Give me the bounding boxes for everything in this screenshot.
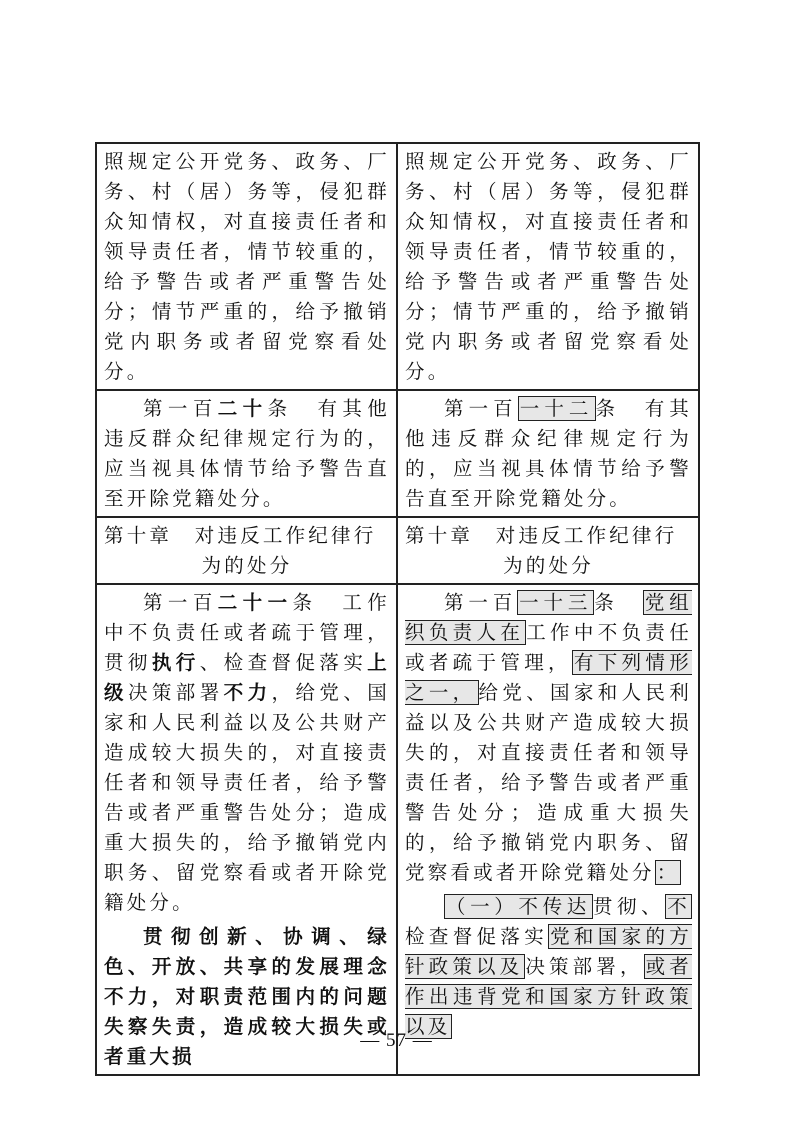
highlighted-text: （一）不传达 [446, 895, 591, 918]
bold-text: 不力 [223, 681, 272, 704]
row4-right [397, 584, 699, 1075]
highlighted-text: 一十三 [519, 591, 593, 614]
row3-right [397, 517, 699, 584]
page-number: — 57 — [360, 1030, 433, 1051]
bold-paragraph: 贯彻创新、协调、绿色、开放、共享的发展理念不力，对职责范围内的问题失察失责，造成较大损失或者重大损 [104, 925, 390, 1068]
cell-text: 给党、国家和人民利益以及公共财产造成较大损失的，对直接责任者和领导责任者，给予警告或者严重警告处分；造成重大损失的，给予撤销党内职务、留党察看或者开除党籍处分 [405, 681, 692, 884]
cell-text: 贯彻、 [592, 895, 666, 918]
row1-right [397, 143, 699, 390]
cell-text: 照规定公开党务、政务、厂务、村（居）务等，侵犯群众知情权，对直接责任者和领导责任者，情节较重的，给予警告或者严重警告处分；情节严重的，给予撤销党内职务或者留党察看处分。 [405, 150, 692, 383]
row2-right [397, 390, 699, 517]
highlighted-text: 党和国家的方针政策以及 [405, 925, 693, 978]
cell-text: 第一百 [143, 591, 218, 614]
chapter-title-cont: 为的处分 [201, 554, 293, 577]
row1-left [96, 143, 397, 390]
highlighted-text: 党组织负责人在 [405, 591, 692, 644]
chapter-title-cont: 为的处分 [503, 554, 594, 577]
cell-text: 第一百 [444, 591, 518, 614]
highlighted-text: 或者作出违背党和国家方针政策以及 [405, 955, 692, 1038]
cell-text: 条 有其他违反群众纪律规定行为的，应当视具体情节给予警告直至开除党籍处分。 [405, 397, 692, 510]
cell-text: ，给党、国家和人民利益以及公共财产造成较大损失的，对直接责任者和领导责任者，给予警告或者严重警告处分；造成重大损失的，给予撤销党内职务、留党察看或者开除党籍处分。 [104, 681, 390, 914]
table-row [96, 143, 699, 390]
cell-text: 检查督促落实 [405, 925, 549, 948]
bold-text: 上级 [104, 651, 390, 704]
bold-text: 二十一 [217, 591, 293, 614]
cell-text: 条 [594, 591, 643, 614]
comparison-table [95, 142, 700, 1076]
row4-left [96, 584, 397, 1075]
cell-text: 条 有其他违反群众纪律规定行为的，应当视具体情节给予警告直至开除党籍处分。 [104, 397, 390, 510]
highlighted-text: 不 [667, 895, 690, 918]
highlighted-text: ： [656, 861, 680, 884]
table-row [96, 517, 699, 584]
cell-text: 工作中不负责任或者疏于管理， [405, 621, 692, 674]
cell-text: 、检查督促落实 [199, 651, 368, 674]
chapter-title: 第十章 对违反工作纪律行 [104, 524, 377, 547]
article-item [405, 892, 692, 1042]
highlighted-text: 一十二 [519, 397, 594, 420]
row2-left [96, 390, 397, 517]
cell-text: 第一百 [143, 397, 218, 420]
table-row [96, 390, 699, 517]
bold-text: 执行 [151, 651, 200, 674]
cell-text: 第一百 [444, 397, 518, 420]
cell-text: 决策部署， [525, 955, 644, 978]
cell-text: 照规定公开党务、政务、厂务、村（居）务等，侵犯群众知情权，对直接责任者和领导责任者，情节较重的，给予警告或者严重警告处分；情节严重的，给予撤销党内职务或者留党察看处分。 [104, 150, 390, 383]
cell-text: 决策部署 [127, 681, 224, 704]
table-row [96, 584, 699, 1075]
row3-left [96, 517, 397, 584]
cell-text: 条 工作中不负责任或者疏于管理，贯彻 [104, 591, 390, 674]
article-paragraph [104, 588, 390, 918]
chapter-title: 第十章 对违反工作纪律行 [405, 524, 678, 547]
bold-text: 二十 [217, 397, 268, 420]
article-paragraph [405, 588, 692, 888]
highlighted-text: 有下列情形之一， [405, 651, 692, 704]
